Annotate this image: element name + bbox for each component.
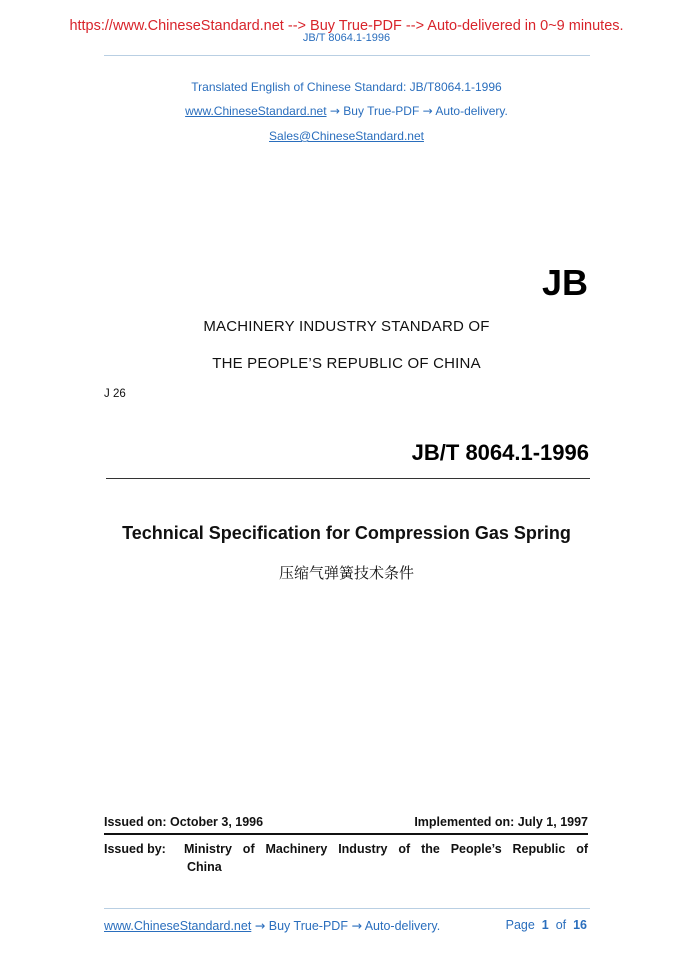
dates-divider [104,833,588,835]
classification-code: J 26 [104,388,126,400]
page-total: 16 [573,918,587,932]
banner-delivery-text: Auto-delivered in 0~9 minutes. [427,18,624,34]
page-current: 1 [541,918,549,932]
page-label: Page [505,918,535,932]
email-line [0,129,693,143]
footer-delivery-text: Auto-delivery. [364,919,441,933]
translation-line: Translated English of Chinese Standard: JB/T8064.1-1996 [191,80,502,94]
banner-sep-1: --> [283,18,311,34]
document-title-zh: 压缩气弹簧技术条件 [278,564,414,582]
banner-site-link[interactable]: https://www.ChineseStandard.net [69,18,284,34]
footer-divider [104,908,590,909]
header-divider [104,55,590,56]
translation-purchase-line [0,104,693,118]
issuer-line-1: Ministry of Machinery Industry of the People’s Republic of [184,842,588,856]
footer-buy-text: Buy True-PDF [268,919,348,933]
issuer-block [104,840,588,874]
translation-delivery-text: Auto-delivery. [435,104,508,118]
arrow-icon: → [351,918,362,933]
organization-line-1: MACHINERY INDUSTRY STANDARD OF [203,318,490,335]
title-divider [106,478,590,479]
arrow-icon: → [329,104,340,118]
document-title-en: Technical Specification for Compression Gas Spring [122,523,571,543]
banner-sep-2: --> [401,18,428,34]
issuer-line-2: China [187,860,222,874]
footer-site-link[interactable]: www.ChineseStandard.net [104,919,252,933]
standard-number: JB/T 8064.1-1996 [411,440,589,465]
footer-purchase-line [104,918,440,933]
issuer-label: Issued by: [104,842,166,856]
banner-buy-link[interactable]: Buy True-PDF [310,18,402,34]
email-link[interactable]: Sales@ChineseStandard.net [269,129,424,143]
running-header: JB/T 8064.1-1996 [302,32,391,44]
organization-line-2: THE PEOPLE’S REPUBLIC OF CHINA [212,355,481,372]
arrow-icon: → [254,918,266,933]
translation-buy-text: Buy True-PDF [343,104,420,118]
translation-site-link[interactable]: www.ChineseStandard.net [185,104,327,118]
arrow-icon: → [422,104,433,118]
issued-date: Issued on: October 3, 1996 [104,815,264,829]
jb-logo: JB [541,262,588,303]
implemented-date: Implemented on: July 1, 1997 [414,815,588,829]
page-indicator [506,918,587,932]
page-of-label: of [555,918,567,932]
